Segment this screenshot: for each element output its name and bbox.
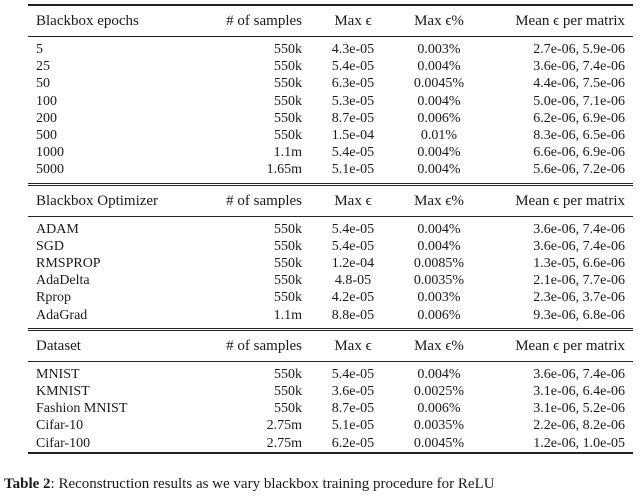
cell-max-eps: 1.5e-04 — [331, 128, 375, 144]
cell-setting: ADAM — [36, 221, 79, 237]
cell-mean-eps: 2.1e-06, 7.7e-06 — [533, 273, 625, 289]
cell-setting: 500 — [36, 128, 57, 144]
cell-max-eps-pct: 0.0035% — [413, 418, 465, 434]
cell-samples: 550k — [274, 384, 302, 400]
cell-mean-eps: 6.2e-06, 6.9e-06 — [533, 110, 625, 126]
cell-setting: KMNIST — [36, 384, 90, 400]
cell-mean-eps: 2.2e-06, 8.2e-06 — [533, 418, 625, 434]
cell-max-eps: 8.7e-05 — [331, 401, 375, 417]
cell-max-eps-pct: 0.004% — [417, 238, 461, 254]
column-header-setting: Blackbox Optimizer — [28, 184, 194, 216]
table-row — [28, 272, 633, 289]
cell-max-eps-pct: 0.004% — [417, 59, 461, 75]
table-row — [28, 289, 633, 306]
table-row — [28, 255, 633, 272]
cell-setting: Fashion MNIST — [36, 401, 128, 417]
cell-max-eps: 5.1e-05 — [331, 418, 375, 434]
column-header-max-eps: Max ϵ — [310, 5, 396, 37]
cell-mean-eps: 3.1e-06, 5.2e-06 — [533, 401, 625, 417]
cell-samples: 550k — [274, 59, 302, 75]
cell-mean-eps: 5.6e-06, 7.2e-06 — [533, 162, 625, 178]
cell-max-eps: 5.3e-05 — [331, 93, 375, 109]
cell-max-eps-pct: 0.004% — [417, 145, 461, 161]
section-header-row — [28, 184, 633, 216]
table-row — [28, 144, 633, 161]
cell-max-eps-pct: 0.006% — [417, 401, 461, 417]
cell-samples: 1.65m — [266, 162, 302, 178]
cell-setting: MNIST — [36, 366, 80, 382]
cell-samples: 1.1m — [273, 307, 302, 323]
cell-max-eps-pct: 0.006% — [417, 110, 461, 126]
cell-samples: 550k — [274, 110, 302, 126]
cell-mean-eps: 2.3e-06, 3.7e-06 — [533, 290, 625, 306]
table-row — [28, 93, 633, 110]
cell-samples: 2.75m — [194, 435, 310, 453]
cell-samples: 550k — [274, 128, 302, 144]
cell-max-eps: 4.3e-05 — [331, 42, 375, 57]
cell-samples: 550k — [274, 221, 302, 237]
column-header-max-eps-pct: Max ϵ% — [396, 5, 482, 37]
cell-max-eps-pct: 0.003% — [417, 290, 461, 306]
table-row — [28, 307, 633, 324]
column-header-samples: # of samples — [194, 5, 310, 37]
cell-setting: RMSPROP — [36, 256, 101, 272]
table-row — [28, 75, 633, 92]
results-table-container — [28, 4, 633, 454]
column-header-max-eps-pct: Max ϵ% — [396, 329, 482, 361]
cell-samples: 550k — [274, 273, 302, 289]
cell-mean-eps: 3.6e-06, 7.4e-06 — [533, 221, 625, 237]
column-header-mean-eps: Mean ϵ per matrix — [482, 184, 633, 216]
cell-setting: 5000 — [36, 162, 64, 178]
cell-setting: 1000 — [36, 145, 64, 161]
cell-max-eps-pct: 0.004% — [417, 93, 461, 109]
cell-max-eps-pct: 0.01% — [420, 128, 458, 144]
cell-max-eps: 1.2e-04 — [331, 256, 375, 272]
table-row — [28, 417, 633, 434]
cell-max-eps-pct: 0.003% — [417, 42, 461, 57]
cell-max-eps: 5.4e-05 — [331, 145, 375, 161]
column-header-samples: # of samples — [194, 329, 310, 361]
cell-samples: 550k — [274, 42, 302, 57]
cell-max-eps-pct: 0.0035% — [413, 273, 465, 289]
cell-max-eps-pct: 0.0045% — [396, 435, 482, 453]
cell-mean-eps: 1.3e-05, 6.6e-06 — [533, 256, 625, 272]
cell-max-eps: 5.4e-05 — [331, 221, 375, 237]
cell-samples: 550k — [274, 93, 302, 109]
table-row — [28, 435, 633, 453]
cell-max-eps: 6.3e-05 — [331, 76, 375, 92]
cell-max-eps: 5.1e-05 — [331, 162, 375, 178]
cell-setting: 100 — [36, 93, 57, 109]
cell-setting: 5 — [36, 42, 43, 57]
table-row — [28, 366, 633, 383]
cell-setting: 25 — [36, 59, 50, 75]
cell-setting: Rprop — [36, 290, 71, 306]
caption-text: : Reconstruction results as we vary blackbox training procedure for ReLU — [50, 476, 495, 492]
cell-setting: AdaGrad — [36, 307, 88, 323]
table-row — [28, 161, 633, 178]
cell-max-eps: 8.8e-05 — [331, 307, 375, 323]
column-header-setting: Blackbox epochs — [28, 5, 194, 37]
cell-setting: Cifar-10 — [36, 418, 84, 434]
cell-max-eps: 4.8-05 — [334, 273, 372, 289]
table-row — [28, 41, 633, 58]
column-header-max-eps-pct: Max ϵ% — [396, 184, 482, 216]
cell-max-eps-pct: 0.006% — [417, 307, 461, 323]
cell-max-eps-pct: 0.004% — [417, 221, 461, 237]
table-row — [28, 110, 633, 127]
table-caption — [4, 476, 495, 493]
cell-setting: 50 — [36, 76, 50, 92]
column-header-max-eps: Max ϵ — [310, 184, 396, 216]
cell-max-eps: 4.2e-05 — [331, 290, 375, 306]
cell-mean-eps: 3.1e-06, 6.4e-06 — [533, 384, 625, 400]
cell-max-eps: 8.7e-05 — [331, 110, 375, 126]
cell-max-eps-pct: 0.0025% — [413, 384, 465, 400]
table-row — [28, 238, 633, 255]
column-header-setting: Dataset — [28, 329, 194, 361]
section-header-row — [28, 5, 633, 37]
cell-max-eps-pct: 0.004% — [417, 162, 461, 178]
column-header-samples: # of samples — [194, 184, 310, 216]
cell-setting: Cifar-100 — [28, 435, 194, 453]
table-row — [28, 383, 633, 400]
table-row — [28, 127, 633, 144]
cell-mean-eps: 1.2e-06, 1.0e-05 — [482, 435, 633, 453]
cell-samples: 550k — [274, 76, 302, 92]
cell-samples: 550k — [274, 256, 302, 272]
cell-mean-eps: 3.6e-06, 7.4e-06 — [533, 238, 625, 254]
cell-mean-eps: 8.3e-06, 6.5e-06 — [533, 128, 625, 144]
caption-label: Table 2 — [4, 476, 51, 492]
cell-mean-eps: 3.6e-06, 7.4e-06 — [533, 366, 625, 382]
cell-mean-eps: 4.4e-06, 7.5e-06 — [533, 76, 625, 92]
cell-setting: SGD — [36, 238, 65, 254]
column-header-max-eps: Max ϵ — [310, 329, 396, 361]
section-header-row — [28, 329, 633, 361]
cell-samples: 550k — [274, 238, 302, 254]
cell-samples: 550k — [274, 290, 302, 306]
table-row — [28, 58, 633, 75]
cell-samples: 550k — [274, 366, 302, 382]
cell-max-eps-pct: 0.0085% — [413, 256, 465, 272]
cell-max-eps: 3.6e-05 — [331, 384, 375, 400]
column-header-mean-eps: Mean ϵ per matrix — [482, 5, 633, 37]
cell-setting: 200 — [36, 110, 57, 126]
cell-mean-eps: 2.7e-06, 5.9e-06 — [533, 42, 625, 57]
cell-mean-eps: 6.6e-06, 6.9e-06 — [533, 145, 625, 161]
table-row — [28, 221, 633, 238]
cell-mean-eps: 3.6e-06, 7.4e-06 — [533, 59, 625, 75]
cell-max-eps-pct: 0.0045% — [413, 76, 465, 92]
cell-samples: 550k — [274, 401, 302, 417]
cell-max-eps: 5.4e-05 — [331, 238, 375, 254]
cell-samples: 2.75m — [266, 418, 302, 434]
column-header-mean-eps: Mean ϵ per matrix — [482, 329, 633, 361]
cell-max-eps: 5.4e-05 — [331, 59, 375, 75]
cell-mean-eps: 5.0e-06, 7.1e-06 — [533, 93, 625, 109]
results-table — [28, 4, 633, 454]
table-row — [28, 400, 633, 417]
cell-samples: 1.1m — [273, 145, 302, 161]
cell-max-eps: 6.2e-05 — [310, 435, 396, 453]
cell-setting: AdaDelta — [36, 273, 90, 289]
cell-max-eps: 5.4e-05 — [331, 366, 375, 382]
cell-mean-eps: 9.3e-06, 6.8e-06 — [533, 307, 625, 323]
cell-max-eps-pct: 0.004% — [417, 366, 461, 382]
